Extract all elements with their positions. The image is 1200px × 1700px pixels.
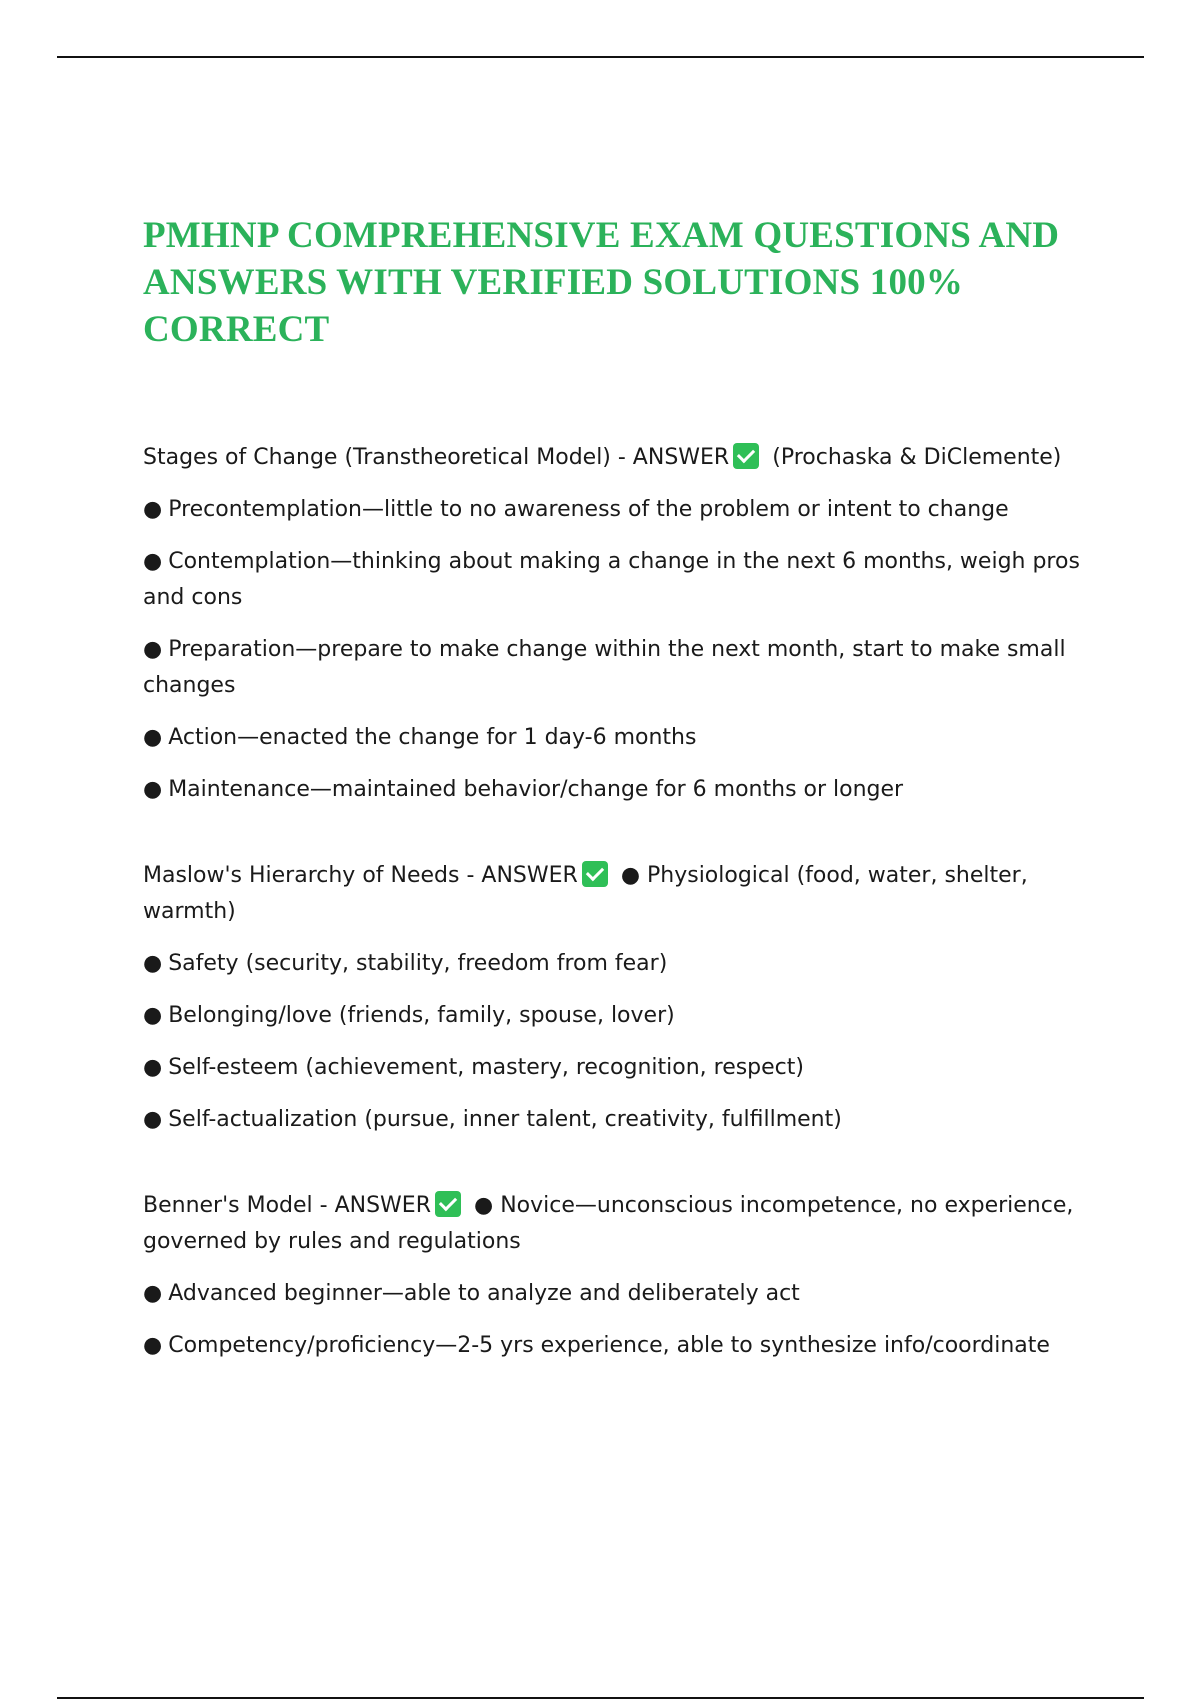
question-text: Benner's Model - ANSWER (143, 1193, 431, 1218)
check-mark-icon (435, 1191, 461, 1217)
bottom-rule (57, 1697, 1144, 1699)
list-item-text: Self-actualization (pursue, inner talent, creativity, fulfillment) (168, 1107, 842, 1132)
list-item (143, 1276, 1083, 1312)
list-item-text: Precontemplation—little to no awareness of the problem or intent to change (168, 497, 1009, 522)
qa-section-benner (143, 1188, 1083, 1364)
bullet-icon: ● (143, 725, 163, 750)
list-item (143, 946, 1083, 982)
list-item (143, 772, 1083, 808)
bullet-icon: ● (143, 497, 163, 522)
document-title: PMHNP COMPREHENSIVE EXAM QUESTIONS AND ANSWERS WITH VERIFIED SOLUTIONS 100% CORRECT (143, 215, 1060, 350)
list-item (143, 1050, 1083, 1086)
question-text: Stages of Change (Transtheoretical Model) - ANSWER (143, 445, 730, 470)
list-item-text: Belonging/love (friends, family, spouse, lover) (168, 1003, 675, 1028)
answer-lead: (Prochaska & DiClemente) (772, 445, 1062, 470)
list-item (143, 544, 1083, 616)
list-item-text: Competency/proficiency—2-5 yrs experience, able to synthesize info/coordinate (168, 1333, 1050, 1358)
list-item-text: Safety (security, stability, freedom from fear) (168, 951, 668, 976)
bullet-icon: ● (143, 637, 163, 662)
bullet-icon: ● (143, 549, 163, 574)
answer-lead: ● Physiological (food, water, shelter, warmth) (143, 863, 1028, 924)
check-mark-icon (582, 861, 608, 887)
question-line (143, 1188, 1083, 1260)
list-item (143, 632, 1083, 704)
list-item-text: Contemplation—thinking about making a change in the next 6 months, weigh pros and cons (143, 549, 1080, 610)
question-line (143, 440, 1083, 476)
bullet-icon: ● (143, 1003, 163, 1028)
list-item-text: Advanced beginner—able to analyze and deliberately act (168, 1281, 800, 1306)
list-item (143, 1102, 1083, 1138)
bullet-icon: ● (143, 1055, 163, 1080)
top-rule (57, 56, 1144, 58)
qa-section-stages-of-change (143, 440, 1083, 808)
question-line (143, 858, 1083, 930)
question-text: Maslow's Hierarchy of Needs - ANSWER (143, 863, 578, 888)
list-item-text: Maintenance—maintained behavior/change for 6 months or longer (168, 777, 904, 802)
check-mark-icon (733, 443, 759, 469)
document-body (143, 440, 1083, 1380)
bullet-icon: ● (143, 1333, 163, 1358)
bullet-icon: ● (143, 1281, 163, 1306)
qa-section-maslow (143, 858, 1083, 1138)
bullet-icon: ● (143, 1107, 163, 1132)
list-item (143, 720, 1083, 756)
bullet-icon: ● (143, 951, 163, 976)
list-item-text: Self-esteem (achievement, mastery, recognition, respect) (168, 1055, 804, 1080)
list-item (143, 492, 1083, 528)
list-item-text: Preparation—prepare to make change within the next month, start to make small changes (143, 637, 1066, 698)
list-item (143, 1328, 1083, 1364)
bullet-icon: ● (143, 777, 163, 802)
answer-lead: ● Novice—unconscious incompetence, no experience, governed by rules and regulations (143, 1193, 1074, 1254)
list-item-text: Action—enacted the change for 1 day-6 months (168, 725, 697, 750)
list-item (143, 998, 1083, 1034)
